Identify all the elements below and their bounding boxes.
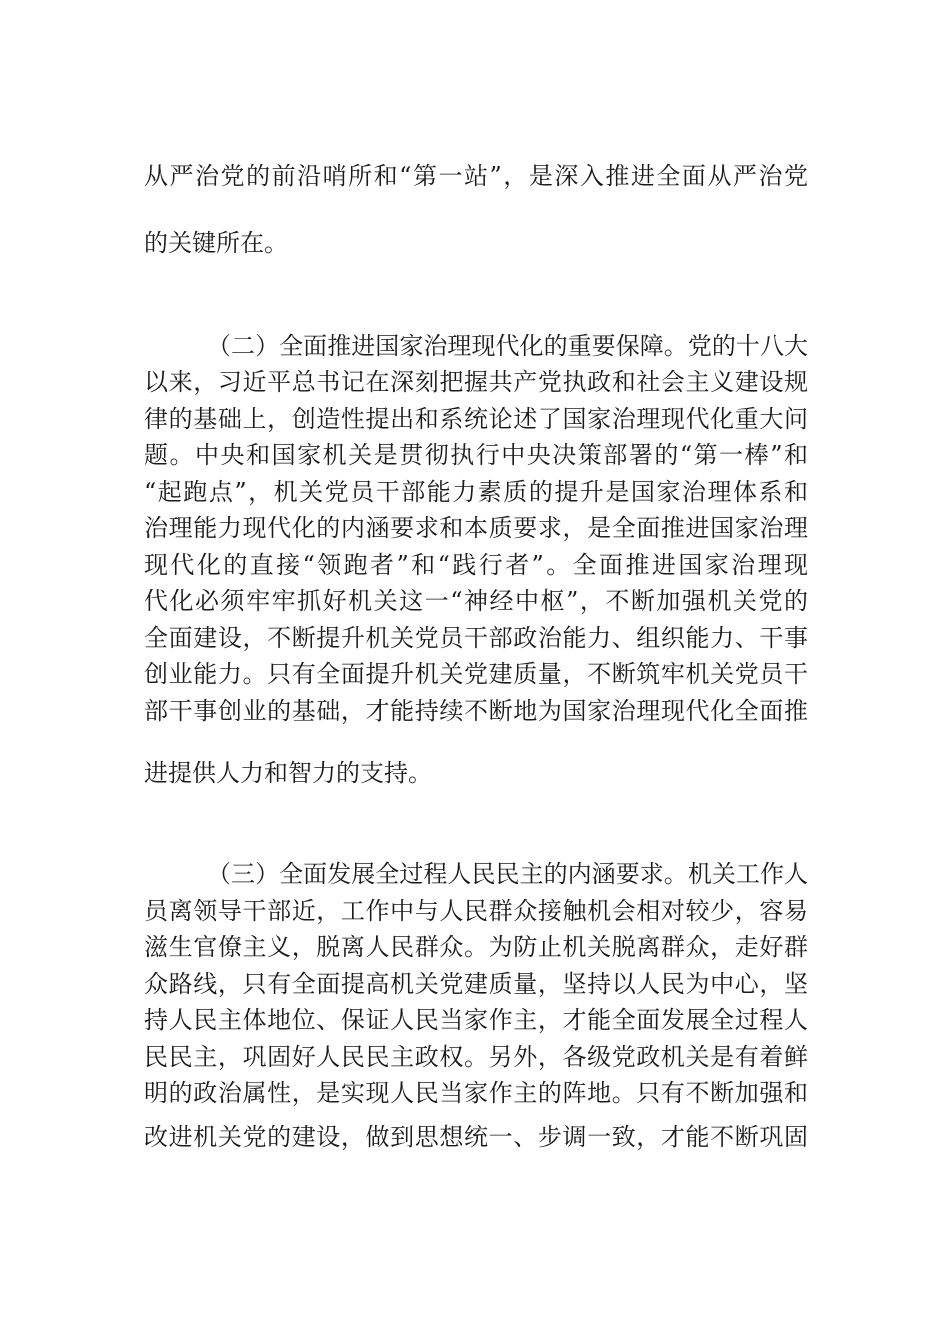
p3-line-1: （三）全面发展全过程人民民主的内涵要求。机关工作人 bbox=[207, 860, 808, 888]
p3-line-7: 明的政治属性，是实现人民当家作主的阵地。只有不断加强和 bbox=[144, 1079, 808, 1107]
p2-line-6: 治理能力现代化的内涵要求和本质要求，是全面推进国家治理 bbox=[144, 514, 808, 542]
p3-line-2: 员离领导干部近，工作中与人民群众接触机会相对较少，容易 bbox=[144, 897, 808, 925]
p3-line-8: 改进机关党的建设，做到思想统一、步调一致，才能不断巩固 bbox=[144, 1123, 808, 1151]
p3-line-4: 众路线，只有全面提高机关党建质量，坚持以人民为中心，坚 bbox=[144, 970, 808, 998]
p2-line-9: 全面建设，不断提升机关党员干部政治能力、组织能力、干事 bbox=[144, 624, 808, 652]
p2-line-8: 代化必须牢牢抓好机关这一“神经中枢”，不断加强机关党的 bbox=[144, 587, 808, 615]
p1-line-2: 的关键所在。 bbox=[144, 229, 288, 257]
p2-line-11: 部干事创业的基础，才能持续不断地为国家治理现代化全面推 bbox=[144, 697, 808, 725]
p2-line-7: 现代化的直接“领跑者”和“践行者”。全面推进国家治理现 bbox=[144, 551, 808, 579]
p2-line-5: “起跑点”，机关党员干部能力素质的提升是国家治理体系和 bbox=[144, 478, 808, 506]
p2-line-4: 题。中央和国家机关是贯彻执行中央决策部署的“第一棒”和 bbox=[144, 441, 808, 469]
p3-line-6: 民民主，巩固好人民民主政权。另外，各级党政机关是有着鲜 bbox=[144, 1043, 808, 1071]
p2-line-1: （二）全面推进国家治理现代化的重要保障。党的十八大 bbox=[207, 332, 808, 360]
p3-line-3: 滋生官僚主义，脱离人民群众。为防止机关脱离群众，走好群 bbox=[144, 933, 808, 961]
p3-line-5: 持人民主体地位、保证人民当家作主，才能全面发展全过程人 bbox=[144, 1006, 808, 1034]
p2-line-10: 创业能力。只有全面提升机关党建质量，不断筑牢机关党员干 bbox=[144, 660, 808, 688]
p2-line-12: 进提供人力和智力的支持。 bbox=[144, 759, 432, 787]
p1-line-1: 从严治党的前沿哨所和“第一站”，是深入推进全面从严治党 bbox=[144, 162, 808, 190]
p2-line-2: 以来，习近平总书记在深刻把握共产党执政和社会主义建设规 bbox=[144, 368, 808, 396]
p2-line-3: 律的基础上，创造性提出和系统论述了国家治理现代化重大问 bbox=[144, 405, 808, 433]
